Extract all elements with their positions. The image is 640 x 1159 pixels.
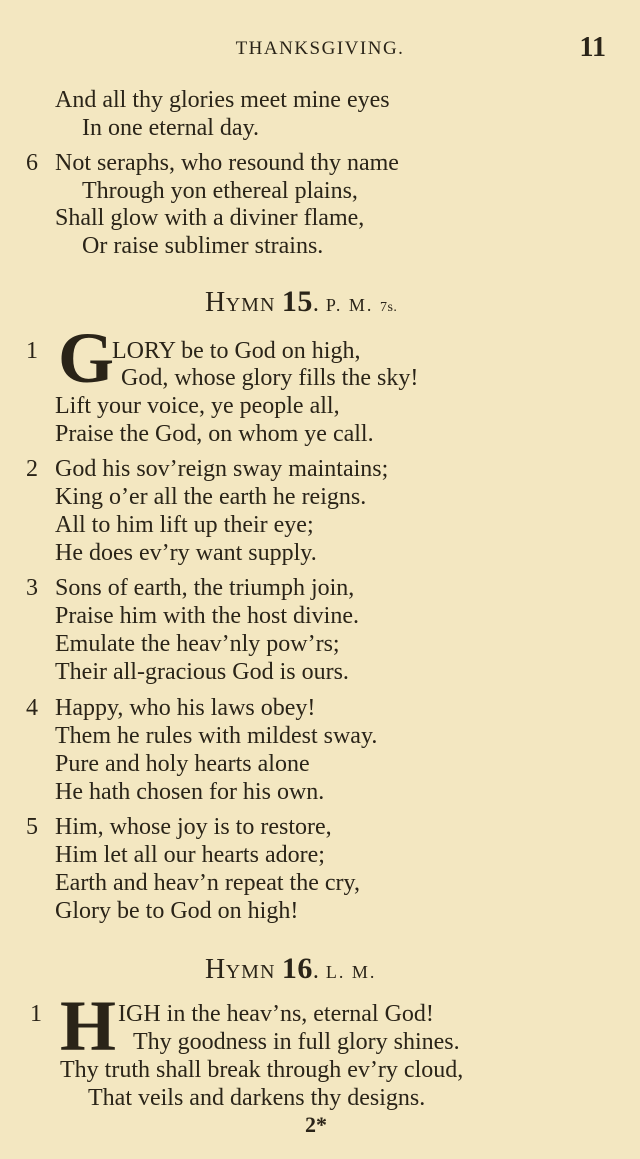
stanza-number: 1 — [30, 1001, 42, 1027]
hymn-title-word-first: H — [205, 954, 226, 985]
stanza-number: 4 — [26, 695, 38, 721]
verse-line: Sons of earth, the triumph join, — [55, 575, 355, 601]
verse-line: Their all-gracious God is ours. — [55, 659, 349, 685]
hymn-title: HYMN 15. P. M. 7s. — [205, 285, 398, 318]
verse-line: Shall glow with a diviner flame, — [55, 205, 365, 231]
verse-line: Them he rules with mildest sway. — [55, 723, 378, 749]
verse-line: All to him lift up their eye; — [55, 512, 314, 538]
verse-line: Praise the God, on whom ye call. — [55, 421, 374, 447]
verse-line: Praise him with the host divine. — [55, 603, 359, 629]
verse-line: Him, whose joy is to restore, — [55, 814, 332, 840]
stanza-number: 1 — [26, 338, 38, 364]
verse-line: Lift your voice, ye people all, — [55, 393, 340, 419]
verse-line: Him let all our hearts adore; — [55, 842, 325, 868]
verse-line: In one eternal day. — [82, 115, 260, 141]
verse-line: He hath chosen for his own. — [55, 779, 325, 805]
verse-line: Not seraphs, who resound thy name — [55, 150, 399, 176]
drop-cap: H — [60, 986, 117, 1066]
drop-cap: G — [58, 318, 115, 398]
verse-line: Happy, who his laws obey! — [55, 695, 316, 721]
page-number: 11 — [579, 32, 606, 63]
hymn-number: 16 — [281, 952, 313, 985]
hymn-title-word-rest: YMN — [225, 961, 276, 983]
hymn-title-word-rest: YMN — [225, 294, 276, 316]
verse-line: LORY be to God on high, — [112, 338, 361, 364]
verse-line: Emulate the heav’nly pow’rs; — [55, 631, 340, 657]
hymn-meter: P. M. — [325, 295, 374, 315]
verse-line: And all thy glories meet mine eyes — [55, 87, 390, 113]
signature-mark: 2* — [305, 1112, 327, 1137]
verse-line: Pure and holy hearts alone — [55, 751, 310, 777]
verse-line: He does ev’ry want supply. — [55, 540, 317, 566]
running-head: THANKSGIVING. — [235, 38, 405, 59]
hymn-meter: L. M. — [325, 962, 377, 982]
verse-line: God, whose glory fills the sky! — [121, 365, 419, 391]
verse-line: King o’er all the earth he reigns. — [55, 484, 367, 510]
stanza-number: 2 — [26, 456, 38, 482]
verse-line: God his sov’reign sway maintains; — [55, 456, 389, 482]
hymn-meter-note: 7s. — [379, 300, 398, 315]
verse-line: That veils and darkens thy designs. — [88, 1085, 426, 1111]
hymn-title: HYMN 16. L. M. — [205, 952, 377, 985]
stanza-number: 5 — [26, 814, 38, 840]
verse-line: Thy goodness in full glory shines. — [133, 1029, 460, 1055]
verse-line: Glory be to God on high! — [55, 898, 299, 924]
verse-line: Thy truth shall break through ev’ry cloud, — [60, 1057, 464, 1083]
hymn-title-word-first: H — [205, 287, 226, 318]
verse-line: Or raise sublimer strains. — [82, 233, 324, 259]
verse-line: IGH in the heav’ns, eternal God! — [118, 1001, 434, 1027]
verse-line: Through yon ethereal plains, — [82, 178, 358, 204]
stanza-number: 3 — [26, 575, 38, 601]
stanza-number: 6 — [26, 150, 38, 176]
hymn-number: 15 — [281, 285, 313, 318]
verse-line: Earth and heav’n repeat the cry, — [55, 870, 360, 896]
